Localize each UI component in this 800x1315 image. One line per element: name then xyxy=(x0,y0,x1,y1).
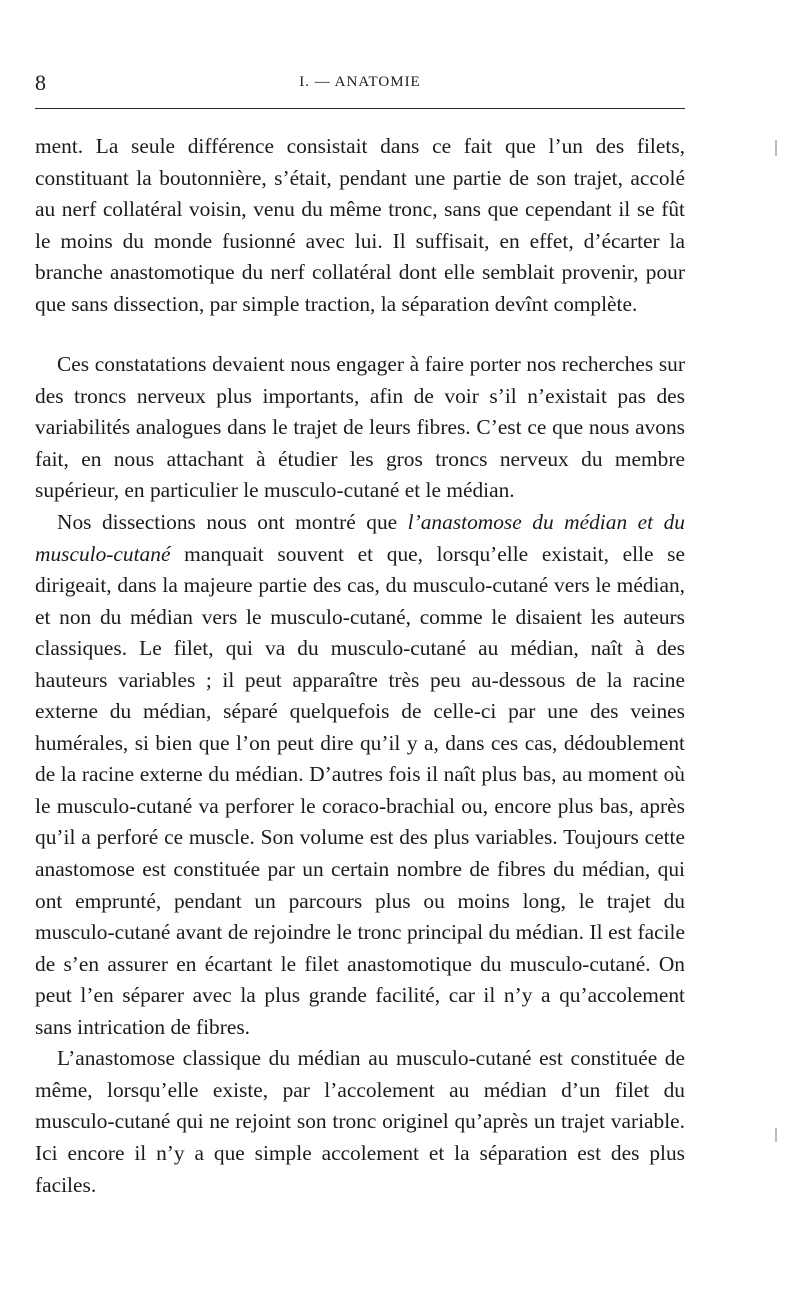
italic-phrase: l’anastomose du médian et du musculo-cutané xyxy=(35,510,686,566)
paragraph-2: Ces constatations devaient nous engager à faire porter nos recherches sur des troncs nerveux plus importants, afin de voir s’il n’existait pas des variabilités analogues dans le trajet de leurs fibres. C’est ce que nous avons fait, en nous attachant à étudier les gros troncs nerveux du membre supérieur, en particulier le musculo-cutané et le médian. xyxy=(35,352,685,503)
paragraph-4: L’anastomose classique du médian au musculo-cutané est constituée de même, lorsqu’elle existe, par l’accolement au médian d’un filet du musculo-cutané qui ne rejoint son tronc originel qu’après un trajet variable. Ici encore il n’y a que simple accolement et la séparation est des plus faciles. xyxy=(35,1046,685,1197)
paragraph-3-intro: Nos dissections nous ont montré que xyxy=(57,510,408,535)
body-text xyxy=(35,131,685,1201)
page-number: 8 xyxy=(35,70,46,95)
paragraph-3-rest: manquait souvent et que, lorsqu’elle existait, elle se dirigeait, dans la majeure partie des cas, du musculo-cutané vers le médian, et non du médian vers le musculo-cutané, comme le disaient les auteurs classiques. Le filet, qui va du musculo-cutané au médian, naît à des hauteurs variables ; il peut apparaître très peu au-dessous de la racine externe du médian, séparé quelquefois de celle-ci par une des veines humérales, si bien que l’on peut dire qu’il y a, dans ces cas, dédoublement de la racine externe du médian. D’autres fois il naît plus bas, au moment où le musculo-cutané va perforer le coraco-brachial ou, encore plus bas, après qu’il a perforé ce muscle. Son volume est des plus variables. Toujours cette anastomose est constituée par un certain nombre de fibres du médian, qui ont emprunté, pendant un parcours plus ou moins long, le trajet du musculo-cutané avant de rejoindre le tronc principal du médian. Il est facile de s’en assurer en écartant le filet anastomotique du musculo-cutané. On peut l’en séparer avec la plus grande facilité, car il n’y a qu’accolement sans intrication de fibres. xyxy=(35,541,685,1039)
header-rule xyxy=(35,108,685,109)
margin-mark xyxy=(775,140,777,156)
page-header xyxy=(35,64,685,104)
margin-mark xyxy=(775,1128,777,1142)
running-head: I. — ANATOMIE xyxy=(299,74,421,90)
paragraph-3 xyxy=(35,507,685,1043)
paragraph-1: ment. La seule différence consistait dans ce fait que l’un des filets, constituant la boutonnière, s’était, pendant une partie de son trajet, accolé au nerf collatéral voisin, venu du même tronc, sans que cependant il se fût le moins du monde fusionné avec lui. Il suffisait, en effet, d’écarter la branche anastomotique du nerf collatéral dont elle semblait provenir, pour que sans dissection, par simple traction, la séparation devînt complète. xyxy=(35,134,685,316)
